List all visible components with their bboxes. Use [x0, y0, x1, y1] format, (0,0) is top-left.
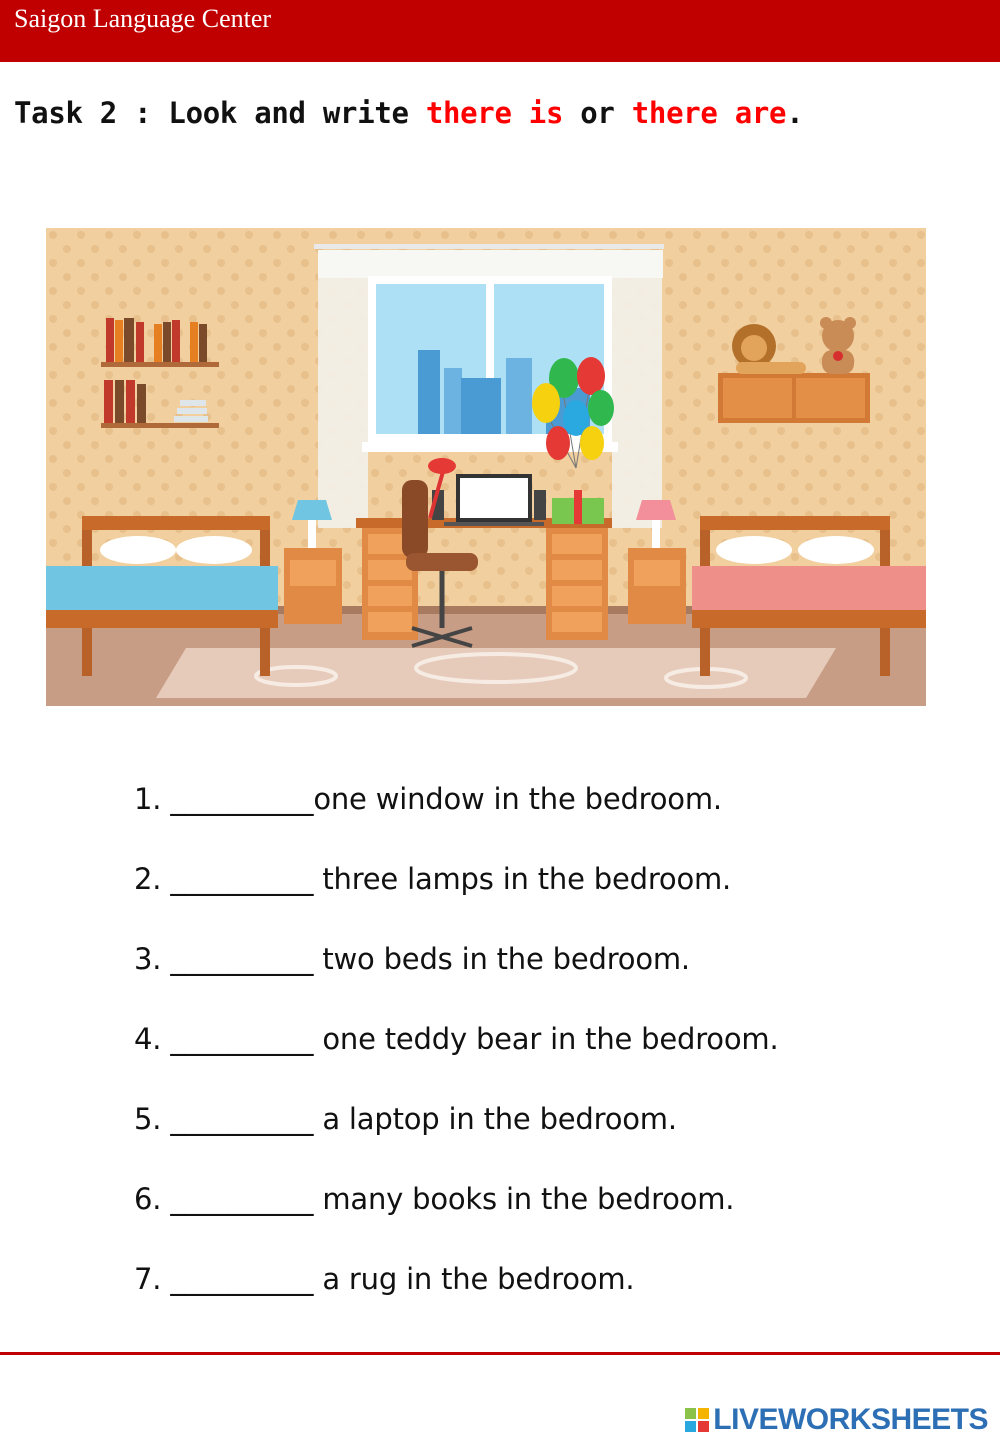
exercise-text: two beds in the bedroom.: [313, 942, 690, 976]
exercise-text: a rug in the bedroom.: [313, 1262, 635, 1296]
exercise-number: 7.: [134, 1262, 162, 1296]
task-or: or: [563, 96, 632, 130]
answer-blank[interactable]: __________: [170, 1022, 314, 1056]
exercise-text: a laptop in the bedroom.: [313, 1102, 677, 1136]
liveworksheets-icon: [685, 1408, 709, 1432]
exercise-text: many books in the bedroom.: [313, 1182, 735, 1216]
footer-divider: [0, 1352, 1000, 1355]
answer-blank[interactable]: __________: [170, 1182, 314, 1216]
task-suffix: .: [786, 96, 804, 130]
answer-blank[interactable]: __________: [170, 942, 314, 976]
exercise-item-1: [134, 782, 722, 816]
option-there-is: there is: [425, 96, 564, 130]
task-prefix: Task 2 : Look and write: [14, 96, 426, 130]
liveworksheets-logo: [685, 1400, 988, 1440]
exercise-number: 3.: [134, 942, 162, 976]
exercise-number: 2.: [134, 862, 162, 896]
exercise-item-6: [134, 1182, 734, 1216]
exercise-number: 4.: [134, 1022, 162, 1056]
exercise-text: one window in the bedroom.: [313, 782, 722, 816]
task-instruction: [14, 96, 803, 130]
exercise-number: 1.: [134, 782, 162, 816]
bedroom-illustration: [46, 228, 926, 706]
school-name: Saigon Language Center: [14, 4, 272, 33]
exercise-item-2: [134, 862, 731, 896]
answer-blank[interactable]: __________: [170, 1262, 314, 1296]
exercise-number: 5.: [134, 1102, 162, 1136]
exercise-number: 6.: [134, 1182, 162, 1216]
exercise-item-4: [134, 1022, 778, 1056]
exercise-text: one teddy bear in the bedroom.: [313, 1022, 779, 1056]
exercise-item-3: [134, 942, 690, 976]
answer-blank[interactable]: __________: [170, 862, 314, 896]
header-bar: [0, 0, 1000, 62]
answer-blank[interactable]: __________: [170, 782, 314, 816]
answer-blank[interactable]: __________: [170, 1102, 314, 1136]
option-there-are: there are: [631, 96, 787, 130]
exercise-item-5: [134, 1102, 677, 1136]
exercise-item-7: [134, 1262, 634, 1296]
exercise-text: three lamps in the bedroom.: [313, 862, 732, 896]
brand-name: LIVEWORKSHEETS: [713, 1403, 988, 1436]
